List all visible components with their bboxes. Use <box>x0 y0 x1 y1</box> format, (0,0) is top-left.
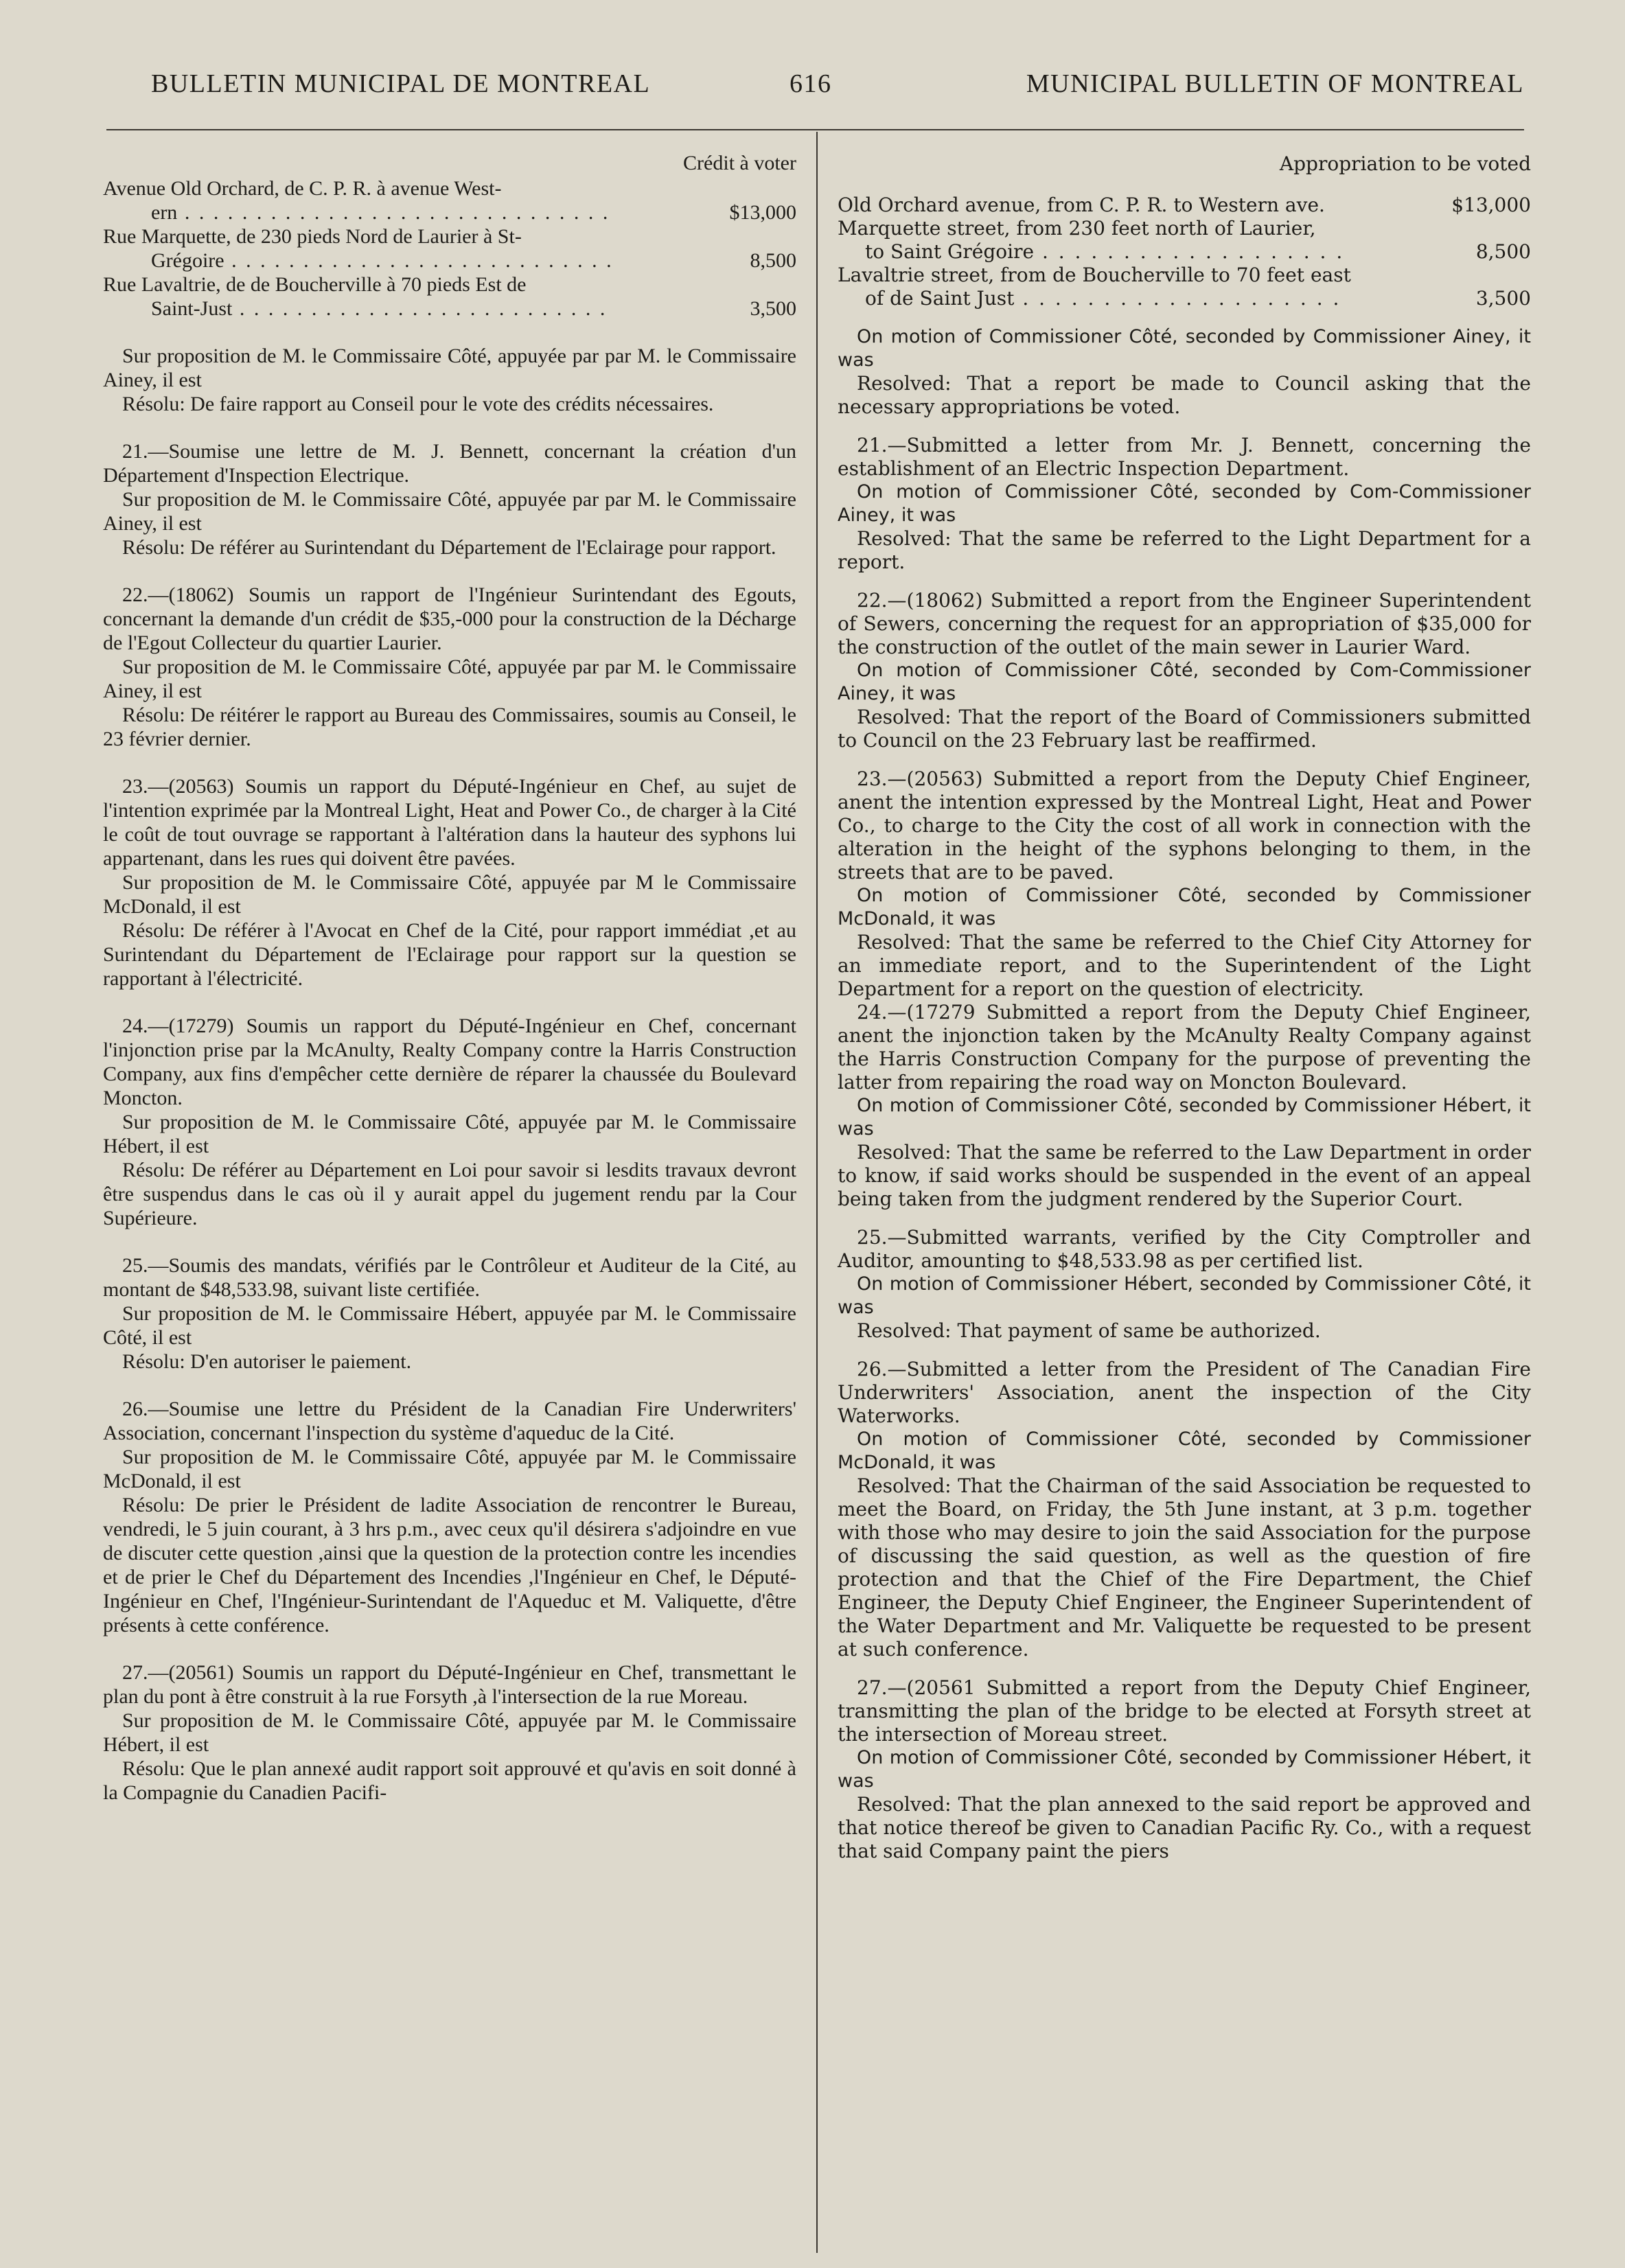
item-continuation: ern <box>151 201 178 224</box>
resolution-paragraph: Résolu: De prier le Président de ladite Association de rencontrer le Bureau, vendredi, le 5 juin courant, à 3 hrs p.m., avec ceux qu'il désirera s'adjoindre en vue de discuter cette question ,ainsi que la question de la protection contre les incendies et de prier le Chef du Département des Incendies ,l'Ingénieur en Chef, le Député-Ingénieur en Chef, l'Ingénieur-Surintendant de l'Aqueduc et M. Valiquette, d'être présents à cette conférence. <box>103 1494 796 1636</box>
header-title-english: MUNICIPAL BULLETIN OF MONTREAL <box>1026 69 1524 98</box>
motion-heading: On motion of Commissioner Hébert, seconded by Commissioner Côté, it was <box>838 1273 1531 1318</box>
motion-heading: On motion of Commissioner Côté, seconded by Com-Commissioner Ainey, it was <box>838 481 1531 526</box>
resolution-paragraph: Résolu: D'en autoriser le paiement. <box>122 1350 412 1373</box>
item-continuation: of de Saint Just <box>865 287 1015 310</box>
item-continuation: Grégoire <box>151 249 224 272</box>
motion-paragraph: Sur proposition de M. le Commissaire Côté, appuyée par M. le Commissaire Hébert, il est <box>103 1111 796 1157</box>
item-street: Rue Marquette, de 230 pieds Nord de Laurier à St- <box>103 225 522 248</box>
item-continuation: to Saint Grégoire <box>865 240 1035 263</box>
column-divider <box>816 132 818 2253</box>
motion-heading: On motion of Commissioner Côté, seconded by Commissioner Hébert, it was <box>838 1095 1531 1139</box>
motion-paragraph: Sur proposition de M. le Commissaire Côté, appuyée par M. le Commissaire McDonald, il est <box>103 1446 796 1492</box>
page-header <box>103 69 1524 110</box>
item-street: Marquette street, from 230 feet north of Laurier, <box>838 217 1316 240</box>
resolution-paragraph: Résolu: De référer au Département en Loi pour savoir si lesdits travaux devront être suspendus dans le cas où il y aurait appel du jugement rendu par la Cour Supérieure. <box>103 1159 796 1229</box>
item-22-paragraph: 22.—(18062) Soumis un rapport de l'Ingénieur Surintendant des Egouts, concernant la demande d'un crédit de $35,-000 pour la construction de la Décharge de l'Egout Collecteur du quartier Laurier. <box>103 583 796 654</box>
item-street: Old Orchard avenue, from C. P. R. to Western ave. <box>838 194 1325 216</box>
item-23-paragraph: 23.—(20563) Soumis un rapport du Député-Ingénieur en Chef, au sujet de l'intention exprimée par la Montreal Light, Heat and Power Co., de charger à la Cité le coût de tout ouvrage se rapportant à l'altération dans la hauteur des syphons lui appartenant, dans les rues qui doivent être pavées. <box>103 775 796 870</box>
appropriation-item: Lavaltrie street, from de Boucherville to 70 feet east of de Saint Just . . . . . . . . . . . . . . . . . . . . 3,500 <box>838 264 1531 310</box>
appropriation-heading-en: Appropriation to be voted <box>1279 152 1531 175</box>
item-amount: 8,500 <box>1475 240 1531 263</box>
appropriation-item: Avenue Old Orchard, de C. P. R. à avenue West- ern . . . . . . . . . . . . . . . . . . . . . . . . . . . . . . $13,000 <box>103 177 796 224</box>
resolution-paragraph: Résolu: De faire rapport au Conseil pour le vote des crédits nécessaires. <box>122 393 714 415</box>
motion-paragraph: Sur proposition de M. le Commissaire Côté, appuyée par M. le Commissaire Hébert, il est <box>103 1709 796 1756</box>
item-27-paragraph: 27.—(20561) Soumis un rapport du Député-Ingénieur en Chef, transmettant le plan du pont à être construit à la rue Forsyth ,à l'intersection de la rue Moreau. <box>103 1661 796 1708</box>
item-street: Lavaltrie street, from de Boucherville to 70 feet east <box>838 264 1351 286</box>
page-number: 616 <box>790 69 832 98</box>
appropriation-item <box>838 194 1531 217</box>
resolution-paragraph: Résolu: De référer à l'Avocat en Chef de la Cité, pour rapport immédiat ,et au Surintendant du Département de l'Eclairage pour rapport sur la question se rapportant à l'électricité. <box>103 919 796 990</box>
header-title-french: BULLETIN MUNICIPAL DE MONTREAL <box>151 69 651 98</box>
item-25-paragraph: 25.—Soumis des mandats, vérifiés par le Contrôleur et Auditeur de la Cité, au montant de $48,533.98, suivant liste certifiée. <box>103 1254 796 1301</box>
resolution-paragraph: Resolved: That the same be referred to the Chief City Attorney for an immediate report, and to the Superintendent of the Light Department for a report on the question of electricity. <box>838 931 1531 1000</box>
motion-heading: On motion of Commissioner Côté, seconded by Commissioner McDonald, it was <box>838 1428 1531 1473</box>
item-amount: $13,000 <box>729 201 796 224</box>
item-25-paragraph: 25.—Submitted warrants, verified by the City Comptroller and Auditor, amounting to $48,533.98 as per certified list. <box>838 1226 1531 1272</box>
item-23-paragraph: 23.—(20563) Submitted a report from the Deputy Chief Engineer, anent the intention expressed by the Montreal Light, Heat and Power Co., to charge to the City the cost of all work in connection with the alteration in the height of the syphons belonging to them, in the streets that are to be paved. <box>838 767 1531 883</box>
item-26-paragraph: 26.—Soumise une lettre du Président de la Canadian Fire Underwriters' Association, concernant l'inspection du système d'aqueduc de la Cité. <box>103 1398 796 1444</box>
item-amount: 3,500 <box>1475 287 1531 310</box>
motion-heading: On motion of Commissioner Côté, seconded by Commissioner McDonald, it was <box>838 885 1531 929</box>
resolution-paragraph: Résolu: De réitérer le rapport au Bureau des Commissaires, soumis au Conseil, le 23 février dernier. <box>103 704 796 750</box>
motion-paragraph: Sur proposition de M. le Commissaire Côté, appuyée par par M. le Commissaire Ainey, il est <box>103 345 796 391</box>
motion-paragraph: Sur proposition de M. le Commissaire Côté, appuyée par par M. le Commissaire Ainey, il est <box>103 488 796 535</box>
resolution-paragraph: Resolved: That the same be referred to the Light Department for a report. <box>838 527 1531 573</box>
resolution-paragraph: Résolu: De référer au Surintendant du Département de l'Eclairage pour rapport. <box>122 536 776 559</box>
item-amount: 8,500 <box>750 249 796 272</box>
appropriation-heading-fr: Crédit à voter <box>683 152 796 174</box>
item-26-paragraph: 26.—Submitted a letter from the President of The Canadian Fire Underwriters' Association, anent the inspection of the City Waterworks. <box>838 1358 1531 1427</box>
item-continuation: Saint-Just <box>151 297 233 320</box>
appropriation-item: Rue Marquette, de 230 pieds Nord de Laurier à St- Grégoire . . . . . . . . . . . . . . . . . . . . . . . . . . . 8,500 <box>103 225 796 272</box>
appropriation-item: Rue Lavaltrie, de de Boucherville à 70 pieds Est de Saint-Just . . . . . . . . . . . . . . . . . . . . . . . . . . 3,500 <box>103 273 796 320</box>
item-amount: 3,500 <box>750 297 796 320</box>
appropriation-item: Marquette street, from 230 feet north of Laurier, to Saint Grégoire . . . . . . . . . . . . . . . . . . . 8,500 <box>838 217 1531 263</box>
header-rule <box>106 129 1524 130</box>
item-21-paragraph: 21.—Soumise une lettre de M. J. Bennett, concernant la création d'un Département d'Inspection Electrique. <box>103 440 796 487</box>
motion-paragraph: Sur proposition de M. le Commissaire Hébert, appuyée par M. le Commissaire Côté, il est <box>103 1302 796 1349</box>
motion-heading: On motion of Commissioner Côté, seconded by Com-Commissioner Ainey, it was <box>838 660 1531 704</box>
item-27-paragraph: 27.—(20561 Submitted a report from the Deputy Chief Engineer, transmitting the plan of the bridge to be elected at Forsyth street at the intersection of Moreau street. <box>838 1676 1531 1746</box>
item-street: Rue Lavaltrie, de de Boucherville à 70 pieds Est de <box>103 273 527 296</box>
motion-paragraph: Sur proposition de M. le Commissaire Côté, appuyée par M le Commissaire McDonald, il est <box>103 871 796 918</box>
resolution-paragraph: Résolu: Que le plan annexé audit rapport soit approuvé et qu'avis en soit donné à la Compagnie du Canadien Pacifi- <box>103 1757 796 1804</box>
motion-paragraph: Sur proposition de M. le Commissaire Côté, appuyée par par M. le Commissaire Ainey, il est <box>103 656 796 702</box>
item-amount: $13,000 <box>1451 194 1531 216</box>
item-24-paragraph: 24.—(17279) Soumis un rapport du Député-Ingénieur en Chef, concernant l'injonction prise par la McAnulty, Realty Company contre la Harris Construction Company, aux fins d'empêcher cette dernière de réparer la chaussée du Boulevard Moncton. <box>103 1015 796 1109</box>
english-column <box>838 152 1531 1863</box>
item-24-paragraph: 24.—(17279 Submitted a report from the Deputy Chief Engineer, anent the injonction taken by the McAnulty Realty Company against the Harris Construction Company for the purpose of preventing the latter from repairing the road way on Moncton Boulevard. <box>838 1001 1531 1094</box>
resolution-paragraph: Resolved: That a report be made to Council asking that the necessary appropriations be voted. <box>838 372 1531 418</box>
item-street: Avenue Old Orchard, de C. P. R. à avenue West- <box>103 177 502 200</box>
resolution-paragraph: Resolved: That the same be referred to the Law Department in order to know, if said works should be suspended in the event of an appeal being taken from the judgment rendered by the Superior Court. <box>838 1141 1531 1210</box>
resolution-paragraph: Resolved: That the report of the Board of Commissioners submitted to Council on the 23 February last be reaffirmed. <box>838 706 1531 752</box>
french-column <box>103 151 796 1805</box>
resolution-paragraph: Resolved: That payment of same be authorized. <box>857 1319 1321 1342</box>
motion-heading: On motion of Commissioner Côté, seconded by Commissioner Hébert, it was <box>838 1747 1531 1792</box>
motion-heading: On motion of Commissioner Côté, seconded by Commissioner Ainey, it was <box>838 326 1531 371</box>
item-22-paragraph: 22.—(18062) Submitted a report from the Engineer Superintendent of Sewers, concerning the request for an appropriation of $35,000 for the construction of the outlet of the main sewer in Laurier Ward. <box>838 589 1531 658</box>
resolution-paragraph: Resolved: That the Chairman of the said Association be requested to meet the Board, on Friday, the 5th June instant, at 3 p.m. together with those who may desire to join the said Association for the purpose of discussing the said question, as well as the question of fire protection and that the Chief of the Fire Department, the Chief Engineer, the Deputy Chief Engineer, the Engineer Superintendent of the Water Department and Mr. Valiquette be requested to be present at such conference. <box>838 1474 1531 1660</box>
item-21-paragraph: 21.—Submitted a letter from Mr. J. Bennett, concerning the establishment of an Electric Inspection Department. <box>838 434 1531 480</box>
resolution-paragraph: Resolved: That the plan annexed to the said report be approved and that notice thereof be given to Canadian Pacific Ry. Co., with a request that said Company paint the piers <box>838 1793 1531 1862</box>
